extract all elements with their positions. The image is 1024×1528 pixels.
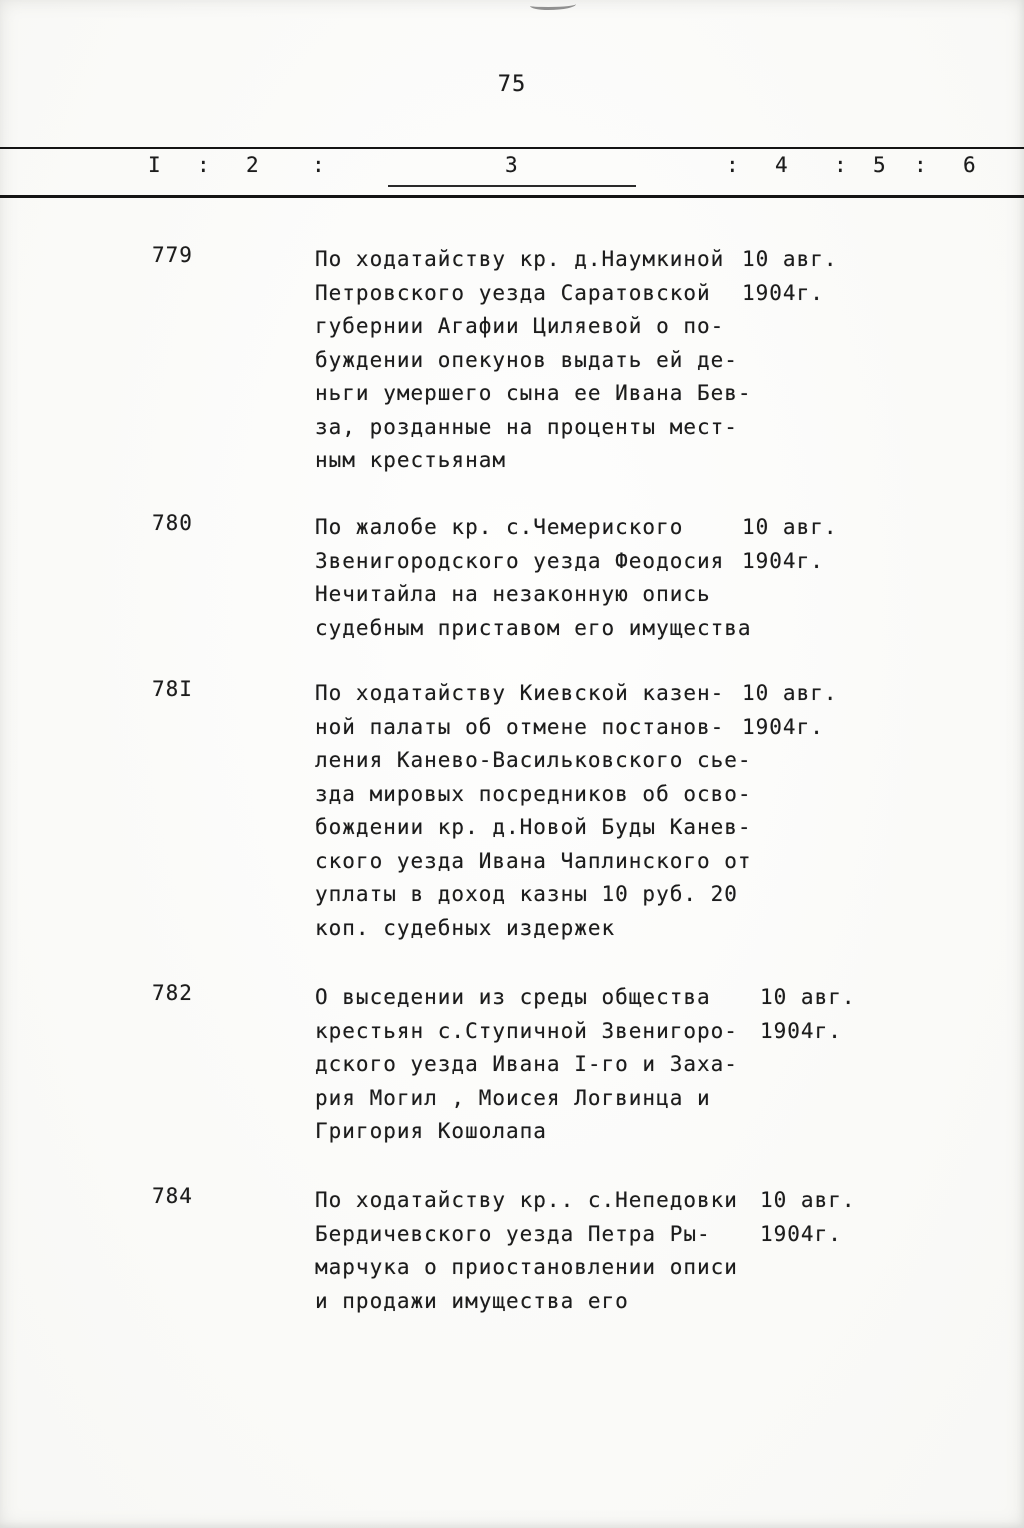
entry-date xyxy=(742,243,838,310)
description-line: По жалобе кр. с.Чемериского xyxy=(315,515,684,539)
header-underline-col3 xyxy=(388,185,636,187)
colon-separator: : xyxy=(312,153,326,177)
date-line: 10 авг. xyxy=(742,515,838,539)
colon-separator: : xyxy=(726,153,740,177)
entry-date xyxy=(760,981,856,1048)
column-label-1: I xyxy=(148,153,162,177)
description-line: О выседении из среды общества xyxy=(315,985,711,1009)
date-line: 1904г. xyxy=(742,280,824,305)
description-line: ным крестьянам xyxy=(315,448,507,472)
colon-separator: : xyxy=(197,153,211,177)
description-line: зда мировых посредников об осво- xyxy=(315,781,752,806)
description-line: ньги умершего сына ее Ивана Бев- xyxy=(315,381,752,405)
date-line: 1904г. xyxy=(760,1221,842,1246)
description-line: губернии Агафии Циляевой о по- xyxy=(315,314,725,338)
column-label-2: 2 xyxy=(246,153,260,177)
scan-artifact xyxy=(530,0,576,10)
date-line: 1904г. xyxy=(742,548,824,573)
description-line: уплаты в доход казны 10 руб. 20 xyxy=(315,882,738,906)
description-line: судебным приставом его имущества xyxy=(315,615,752,640)
entry-number: 779 xyxy=(152,243,193,267)
description-line: крестьян с.Ступичной Звенигоро- xyxy=(315,1018,738,1043)
description-line: бождении кр. д.Новой Буды Канев- xyxy=(315,815,752,839)
description-line: рия Могил , Моисея Логвинца и xyxy=(315,1085,711,1110)
header-rule-top xyxy=(0,147,1024,149)
description-line: Петровского уезда Саратовской xyxy=(315,280,711,305)
colon-separator: : xyxy=(834,153,848,177)
description-line: ского уезда Ивана Чаплинского от xyxy=(315,848,752,873)
description-line: Звенигородского уезда Феодосия xyxy=(315,548,725,573)
date-line: 1904г. xyxy=(760,1018,842,1043)
colon-separator: : xyxy=(914,153,928,177)
entry-description xyxy=(315,677,752,945)
description-line: По ходатайству кр.. с.Непедовки xyxy=(315,1188,738,1212)
entry-date xyxy=(760,1184,856,1251)
entry-description xyxy=(315,243,752,478)
entry-description xyxy=(315,1184,738,1318)
page-number: 75 xyxy=(497,72,527,97)
entry-description xyxy=(315,981,738,1149)
description-line: По ходатайству Киевской казен- xyxy=(315,681,725,705)
description-line: дского уезда Ивана I-го и Заха- xyxy=(315,1052,738,1076)
description-line: Григория Кошолапа xyxy=(315,1119,547,1143)
date-line: 10 авг. xyxy=(742,681,838,705)
entry-number: 784 xyxy=(152,1184,193,1208)
column-label-5: 5 xyxy=(873,153,887,177)
description-line: По ходатайству кр. д.Наумкиной xyxy=(315,247,725,271)
date-line: 10 авг. xyxy=(760,985,856,1009)
column-label-6: 6 xyxy=(963,153,977,177)
description-line: за, розданные на проценты мест- xyxy=(315,414,738,439)
date-line: 10 авг. xyxy=(742,247,838,271)
description-line: Бердичевского уезда Петра Ры- xyxy=(315,1221,711,1246)
description-line: буждении опекунов выдать ей де- xyxy=(315,347,738,372)
entry-number: 78I xyxy=(152,677,193,701)
entry-number: 782 xyxy=(152,981,193,1005)
entry-number: 780 xyxy=(152,511,193,535)
entry-date xyxy=(742,511,838,578)
column-label-3: 3 xyxy=(505,153,519,177)
description-line: коп. судебных издержек xyxy=(315,915,616,940)
column-label-4: 4 xyxy=(775,153,789,177)
description-line: ной палаты об отмене постанов- xyxy=(315,714,725,739)
date-line: 10 авг. xyxy=(760,1188,856,1212)
description-line: Нечитайла на незаконную опись xyxy=(315,582,711,606)
header-rule-bottom xyxy=(0,195,1024,198)
description-line: марчука о приостановлении описи xyxy=(315,1255,738,1279)
entry-date xyxy=(742,677,838,744)
description-line: ления Канево-Васильковского сье- xyxy=(315,748,752,772)
entry-description xyxy=(315,511,752,645)
description-line: и продажи имущества его xyxy=(315,1288,629,1313)
date-line: 1904г. xyxy=(742,714,824,739)
